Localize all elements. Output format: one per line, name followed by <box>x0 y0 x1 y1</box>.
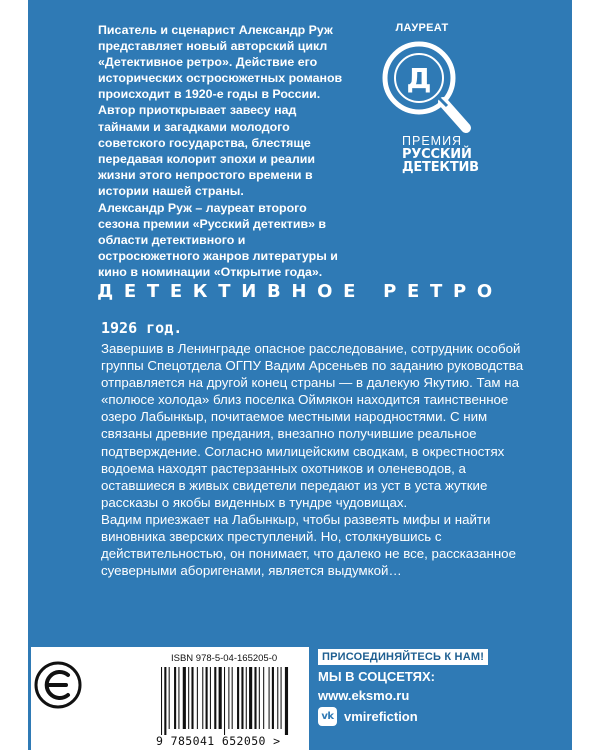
barcode-bar <box>254 667 256 729</box>
social-block <box>318 647 528 726</box>
vk-icon: vk <box>318 707 337 726</box>
barcode-bar <box>224 667 225 735</box>
barcode-bar <box>210 667 211 729</box>
barcode-bar <box>285 667 288 735</box>
isbn-text: ISBN 978-5-04-165205-0 <box>171 653 278 664</box>
badge-laureate-label: ЛАУРЕАТ <box>395 22 449 34</box>
back-cover <box>28 0 572 750</box>
badge-name-line: ДЕТЕКТИВ <box>402 160 479 175</box>
story-year: 1926 год. <box>101 319 183 337</box>
synopsis-paragraph: Завершив в Ленинграде опасное расследование, сотрудник особой группы Спецотдела ОГПУ Вадим Арсеньев по заданию руководства отправляется на другой конец страны — в далекую Якутию. Там на «полюсе холода» близ поселка Оймякон находится таинственное озеро Лабынкыр, почитаемое местными народностями. С ним связаны древние предания, внезапно получившие реальное подтверждение. Согласно милицейским сводкам, в окрестностях водоема находят растерзанных охотников и оленеводов, а оставшиеся в живых свидетели передают из уст в уста жуткие рассказы о якобы виденных в тундре чудовищах. <box>101 341 524 510</box>
barcode-bar <box>174 667 176 729</box>
barcode-bar <box>232 667 233 729</box>
barcode-bar <box>263 667 264 729</box>
barcode-panel <box>31 647 309 750</box>
barcode-bar <box>197 667 198 729</box>
barcode-bar <box>269 667 270 729</box>
synopsis <box>101 340 536 579</box>
barcode <box>159 667 303 737</box>
barcode-bar <box>214 667 216 729</box>
barcode-bar <box>202 667 203 729</box>
barcode-bar <box>259 667 260 729</box>
magnifier-emblem-icon <box>374 36 484 136</box>
vk-link[interactable] <box>318 707 528 726</box>
synopsis-paragraph: Вадим приезжает на Лабынкыр, чтобы развеять мифы и найти виновника зверских преступлений. Но, столкнувшись с действительностью, он понимает, что далеко не все, рассказанное суеверными аборигенами, является выдумкой… <box>101 511 516 579</box>
barcode-bar <box>161 667 162 735</box>
badge-emblem-letter: Д <box>406 62 432 95</box>
barcode-bar <box>219 667 222 729</box>
join-us-label: ПРИСОЕДИНЯЙТЕСЬ К НАМ! <box>318 649 488 665</box>
barcode-bar <box>178 667 179 729</box>
barcode-bar <box>249 667 252 729</box>
award-badge <box>362 22 502 188</box>
website-link[interactable]: www.eksmo.ru <box>318 688 410 703</box>
author-intro <box>98 22 343 282</box>
barcode-bar <box>277 667 278 729</box>
barcode-bar <box>237 667 239 729</box>
badge-premium-label: ПРЕМИЯ <box>402 134 463 148</box>
badge-award-name <box>402 148 479 174</box>
series-title: ДЕТЕКТИВНОЕ РЕТРО <box>97 281 503 302</box>
intro-paragraph: Александр Руж – лауреат второго сезона премии «Русский детектив» в области детективного и остросюжетного жанров литературы и кино в номинации «Открытие года». <box>98 201 338 280</box>
barcode-bar <box>169 667 170 729</box>
barcode-bar <box>206 667 208 729</box>
barcode-bar <box>241 667 243 729</box>
barcode-bar <box>191 667 193 729</box>
barcode-bar <box>246 667 247 729</box>
barcode-digits: 9 785041 652050 > <box>156 734 281 748</box>
barcode-bar <box>272 667 274 729</box>
barcode-bar <box>183 667 186 729</box>
barcode-bar <box>228 667 229 729</box>
vk-handle: vmirefiction <box>344 709 418 724</box>
barcode-bar <box>164 667 166 735</box>
social-networks-label: МЫ В СОЦСЕТЯХ: <box>318 669 436 684</box>
eksmo-logo-icon <box>34 661 82 709</box>
barcode-bar <box>281 667 282 729</box>
barcode-bar <box>188 667 189 729</box>
intro-paragraph: Писатель и сценарист Александр Руж представляет новый авторский цикл «Детективное ретро». Действие его исторических остросюжетных романов происходит в 1920-е годы в России. Автор приоткрывает завесу над тайнами и загадками молодого советского государства, блестяще передавая колорит эпохи и реалии жизни этого непростого времени в истории нашей страны. <box>98 23 343 198</box>
badge-name-line: РУССКИЙ <box>402 147 472 162</box>
